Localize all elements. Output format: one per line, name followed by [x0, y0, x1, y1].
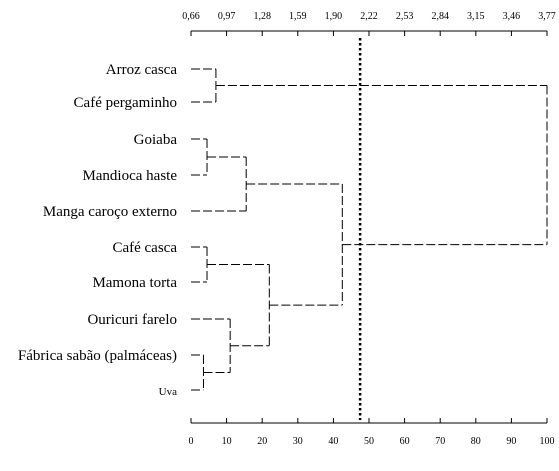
bottom-axis-tick-label: 50 — [364, 436, 374, 447]
top-axis-tick-label: 3,15 — [467, 11, 485, 22]
bottom-axis-tick-label: 100 — [539, 436, 555, 447]
bottom-axis-tick-label: 40 — [328, 436, 339, 447]
bottom-axis-tick-label: 90 — [506, 436, 517, 447]
bottom-axis-tick-label: 80 — [470, 436, 481, 447]
leaf-label: Ouricuri farelo — [87, 312, 177, 328]
leaf-label: Café casca — [112, 240, 177, 256]
top-axis-tick-label: 0,97 — [217, 11, 236, 22]
bottom-axis-tick-label: 0 — [188, 436, 194, 447]
leaf-label: Arroz casca — [105, 62, 177, 78]
top-axis-tick-label: 1,28 — [253, 11, 271, 22]
top-axis-tick-label: 2,53 — [395, 11, 414, 22]
top-axis-tick-label: 1,59 — [289, 11, 307, 22]
bottom-axis-tick-label: 10 — [221, 436, 232, 447]
bottom-axis-tick-label: 60 — [399, 436, 410, 447]
leaf-label: Uva — [158, 386, 177, 398]
leaf-label: Café pergaminho — [73, 95, 177, 111]
top-axis-tick-label: 2,22 — [360, 11, 378, 22]
top-axis-tick-label: 2,84 — [431, 11, 449, 22]
bottom-axis-tick-label: 30 — [292, 436, 303, 447]
leaf-label: Manga caroço externo — [42, 204, 177, 220]
leaf-label: Goiaba — [133, 132, 177, 148]
bottom-axis-tick-label: 70 — [435, 436, 446, 447]
top-axis-tick-label: 1,90 — [324, 11, 343, 22]
leaf-label: Mamona torta — [92, 275, 177, 291]
leaf-label: Fábrica sabão (palmáceas) — [17, 348, 177, 364]
top-axis-tick-label: 3,77 — [538, 11, 556, 22]
top-axis-tick-label: 0,66 — [182, 11, 200, 22]
top-axis-tick-label: 3,46 — [502, 11, 521, 22]
leaf-label: Mandioca haste — [82, 168, 177, 184]
bottom-axis-tick-label: 20 — [257, 436, 268, 447]
